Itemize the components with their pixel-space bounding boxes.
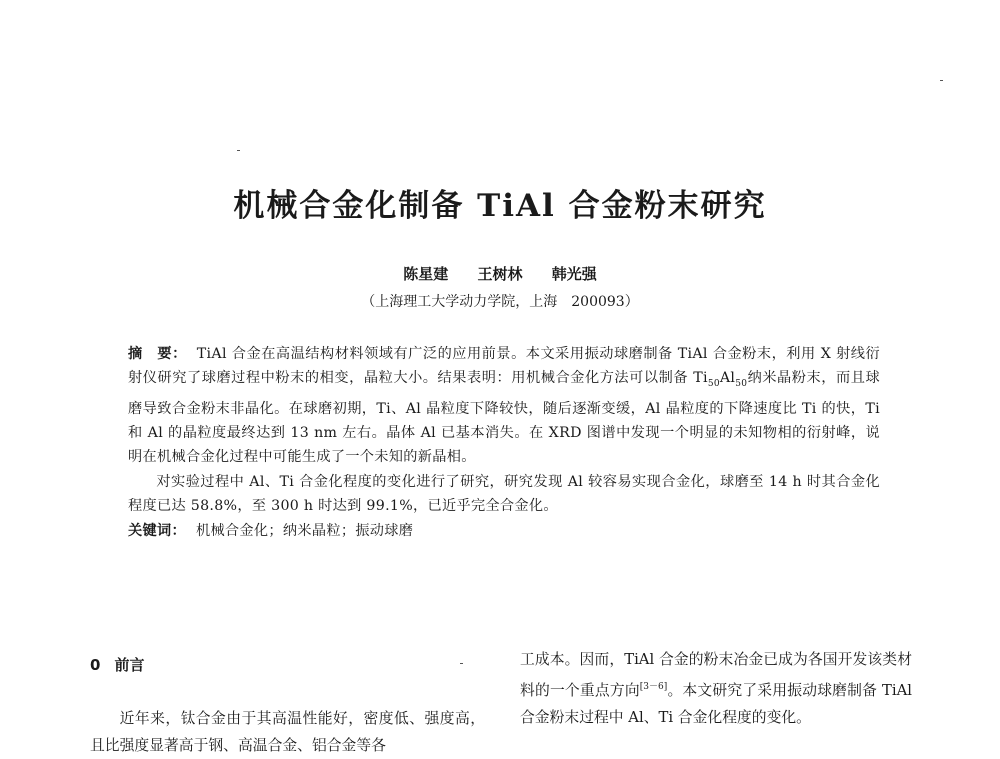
keywords [128, 519, 880, 543]
section-title: 前言 [114, 656, 145, 674]
citation: [3－6] [639, 681, 668, 692]
abstract-label: 摘 要： [128, 346, 187, 362]
left-column [90, 652, 485, 759]
abstract-paragraph: 摘 要： TiAl 合金在高温结构材料领域有广泛的应用前景。本文采用振动球磨制备 TiAl 合金粉末，利用 X 射线衍射仪研究了球磨过程中粉末的相变，晶粒大小。结果表明：用机械合金化方法可以制备 $Ti_{50}Al_{50}$纳米晶粉末，而且球磨导致合金粉末非晶化。在球磨初期，Ti、Al 晶粒度下降较快，随后逐渐变缓，Al 晶粒度的下降速度比 Ti 的快，Ti 和 Al 的晶粒度最终达到 13 nm 左右。晶体 Al 已基本消失。在 XRD 图谱中发现一个明显的未知物相的衍射峰，说明在机械合金化过程中可能生成了一个未知的新晶相。 [128, 346, 880, 466]
affiliation: （上海理工大学动力学院，上海 200093） [361, 294, 639, 310]
scan-speck [940, 80, 943, 81]
keywords-label: 关键词： [128, 522, 186, 539]
body-paragraph: 工成本。因而，TiAl 合金的粉末冶金已成为各国开发该类材料的一个重点方向[3－6]。本文研究了采用振动球磨制备 TiAl 合金粉末过程中 Al、Ti 合金化程度的变化。 [520, 651, 912, 726]
section-number: 0 [90, 656, 101, 674]
author-name: 陈星建 [403, 265, 449, 283]
author-name: 王树林 [477, 265, 523, 283]
body-paragraph: 近年来，钛合金由于其高温性能好，密度低、强度高，且比强度显著高于钢、高温合金、铝合金等各 [90, 710, 485, 754]
author-name: 韩光强 [551, 265, 597, 283]
keywords-text: 机械合金化；纳米晶粒；振动球磨 [195, 522, 414, 539]
right-column [520, 646, 912, 731]
paper-title: 机械合金化制备 TiAl 合金粉末研究 [233, 188, 767, 224]
scan-speck [237, 150, 240, 151]
scan-speck [460, 663, 463, 664]
section-heading [90, 652, 485, 679]
abstract-paragraph: 对实验过程中 Al、Ti 合金化程度的变化进行了研究，研究发现 Al 较容易实现合金化，球磨至 14 h 时其合金化程度已达 58.8%，至 300 h 时达到 99.1%，已近乎完全合金化。 [128, 473, 880, 515]
abstract [128, 342, 880, 543]
author-list [0, 263, 1000, 284]
